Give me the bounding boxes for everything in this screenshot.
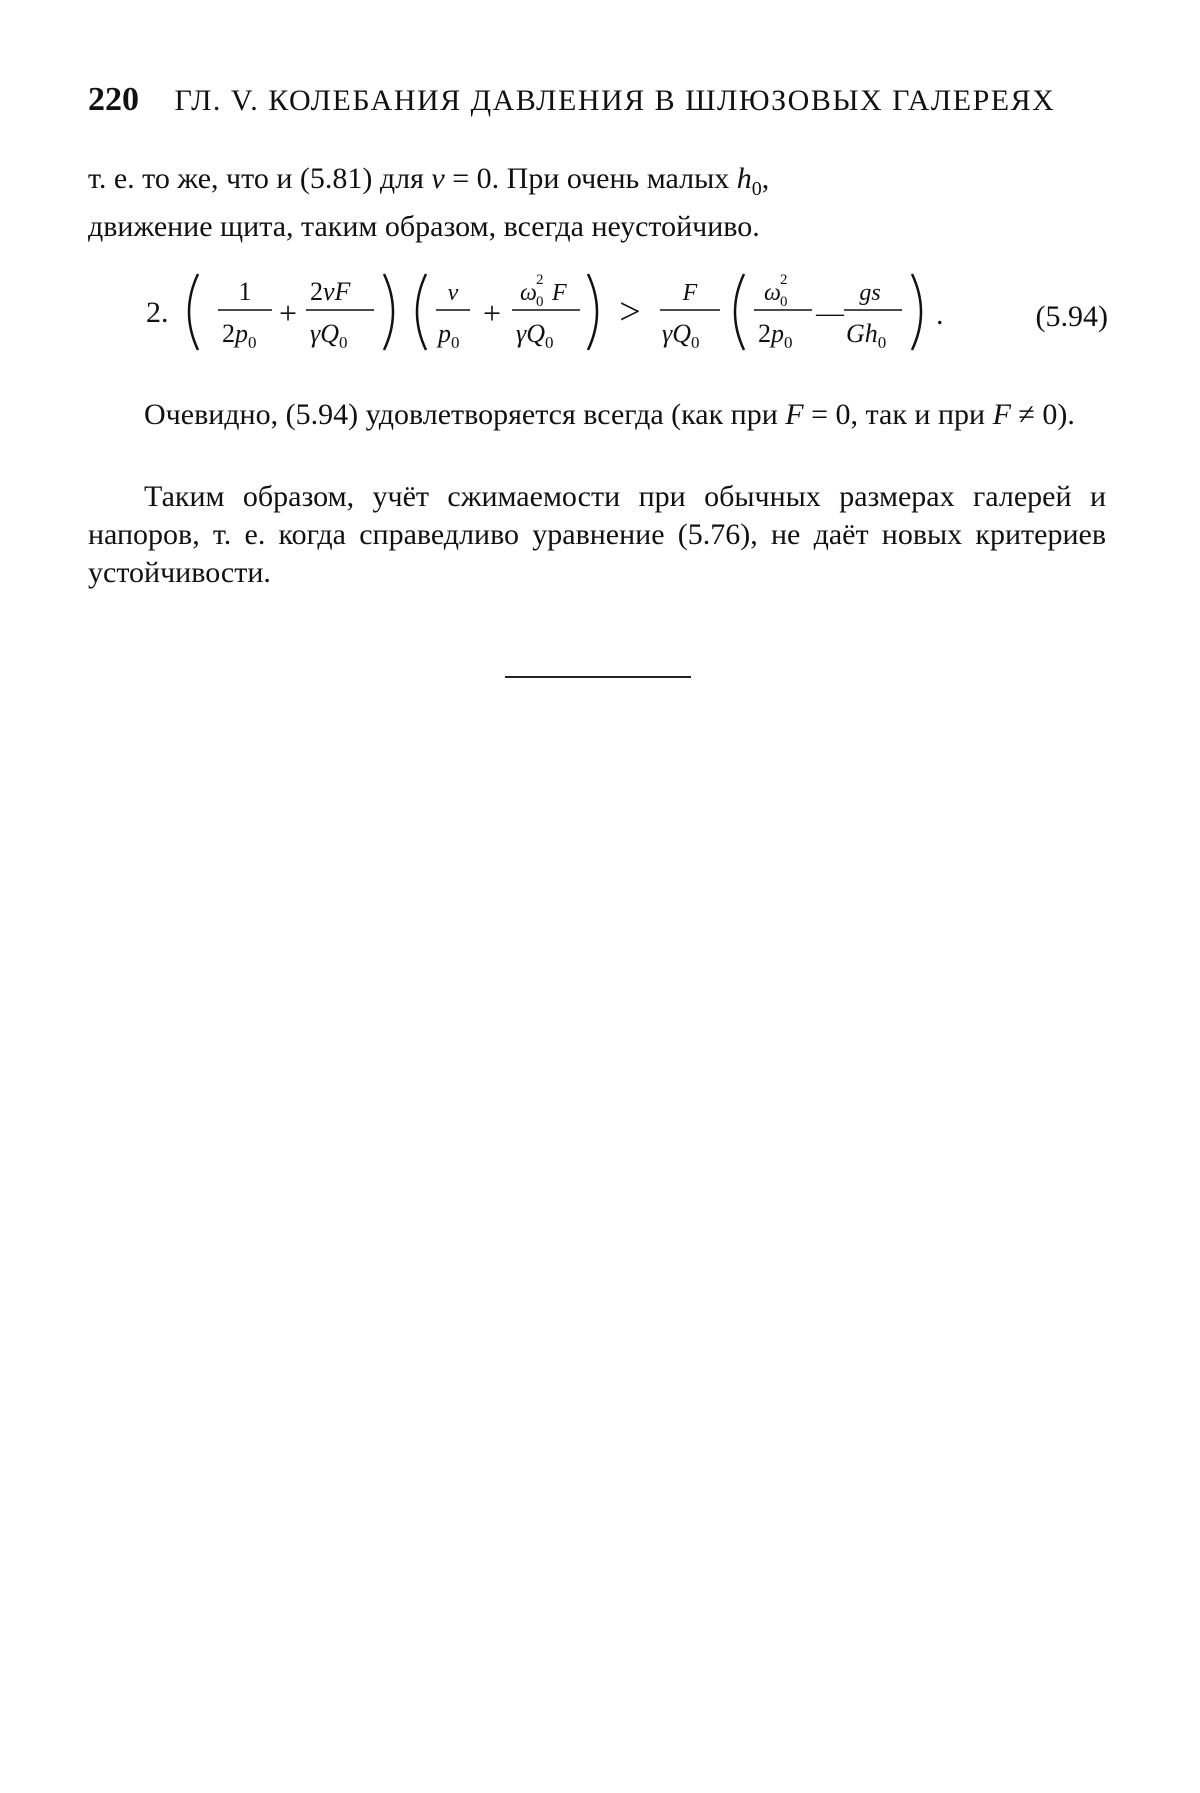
h-symbol: h bbox=[736, 162, 752, 195]
equation-5-94 bbox=[140, 262, 1108, 362]
minus-sign: — bbox=[816, 298, 844, 329]
h-subscript: 0 bbox=[751, 178, 762, 200]
page-header bbox=[88, 80, 1108, 121]
svg-text:F: F bbox=[552, 280, 567, 306]
plus-2: + bbox=[482, 295, 502, 331]
greater-than: > bbox=[619, 291, 641, 333]
F-symbol-2: F bbox=[992, 398, 1011, 431]
plus-1: + bbox=[278, 295, 298, 331]
F-symbol-1: F bbox=[785, 398, 804, 431]
obviously-text-b: = 0, так и при bbox=[803, 398, 993, 431]
frac5-den: $\gamma Q_0$ bbox=[662, 319, 700, 352]
svg-text:2: 2 bbox=[780, 272, 788, 288]
frac1-den: $2p_0$ bbox=[222, 319, 257, 352]
frac2-den: $\gamma Q_0$ bbox=[310, 319, 348, 352]
right-paren-2 bbox=[588, 274, 597, 350]
right-paren-3 bbox=[912, 274, 921, 350]
frac1-num: 1 bbox=[238, 277, 252, 306]
equation-period: . bbox=[936, 298, 944, 331]
left-paren-1 bbox=[189, 274, 198, 350]
end-rule bbox=[505, 676, 691, 678]
frac5-num: F bbox=[682, 280, 698, 306]
svg-text:0: 0 bbox=[536, 294, 544, 310]
intro-text-b: = 0. При очень малых bbox=[444, 162, 737, 195]
paragraph-obviously bbox=[88, 396, 1106, 434]
paragraph-conclusion bbox=[88, 478, 1106, 592]
svg-text:ω: ω bbox=[764, 280, 781, 306]
frac7-den: $Gh_0$ bbox=[846, 319, 887, 352]
nu-symbol: ν bbox=[431, 162, 445, 195]
paragraph-intro bbox=[88, 160, 1106, 246]
left-paren-2 bbox=[417, 274, 426, 350]
intro-line-2: движение щита, таким образом, всегда неустойчиво. bbox=[88, 210, 760, 243]
frac4-num bbox=[520, 272, 567, 310]
equation-svg bbox=[140, 262, 970, 362]
conclusion-text: Таким образом, учёт сжимаемости при обычных размерах галерей и напоров, т. е. когда справедливо уравнение (5.76), не даёт новых критериев устойчивости. bbox=[88, 480, 1106, 589]
right-paren-1 bbox=[384, 274, 393, 350]
svg-text:0: 0 bbox=[780, 294, 788, 310]
frac6-num bbox=[764, 272, 788, 310]
frac6-den: $2p_0$ bbox=[758, 319, 793, 352]
frac3-num: ν bbox=[447, 280, 459, 306]
frac4-den: $\gamma Q_0$ bbox=[516, 319, 554, 352]
item-label: 2. bbox=[146, 296, 169, 329]
page-number: 220 bbox=[88, 81, 139, 118]
frac3-den: $p_0$ bbox=[438, 319, 460, 352]
intro-text-a: т. е. то же, что и (5.81) для bbox=[88, 162, 432, 195]
intro-text-c: , bbox=[761, 162, 770, 195]
svg-text:ω: ω bbox=[520, 280, 537, 306]
frac2-num: 2νF bbox=[310, 277, 351, 306]
obviously-text-c: ≠ 0). bbox=[1010, 398, 1075, 431]
svg-text:2: 2 bbox=[536, 272, 544, 288]
equation-number: (5.94) bbox=[1035, 300, 1108, 333]
obviously-text-a: Очевидно, (5.94) удовлетворяется всегда (как при bbox=[144, 398, 786, 431]
left-paren-3 bbox=[735, 274, 744, 350]
frac7-num: gs bbox=[859, 280, 881, 306]
running-head: ГЛ. V. КОЛЕБАНИЯ ДАВЛЕНИЯ В ШЛЮЗОВЫХ ГАЛЕРЕЯХ bbox=[174, 84, 1056, 117]
